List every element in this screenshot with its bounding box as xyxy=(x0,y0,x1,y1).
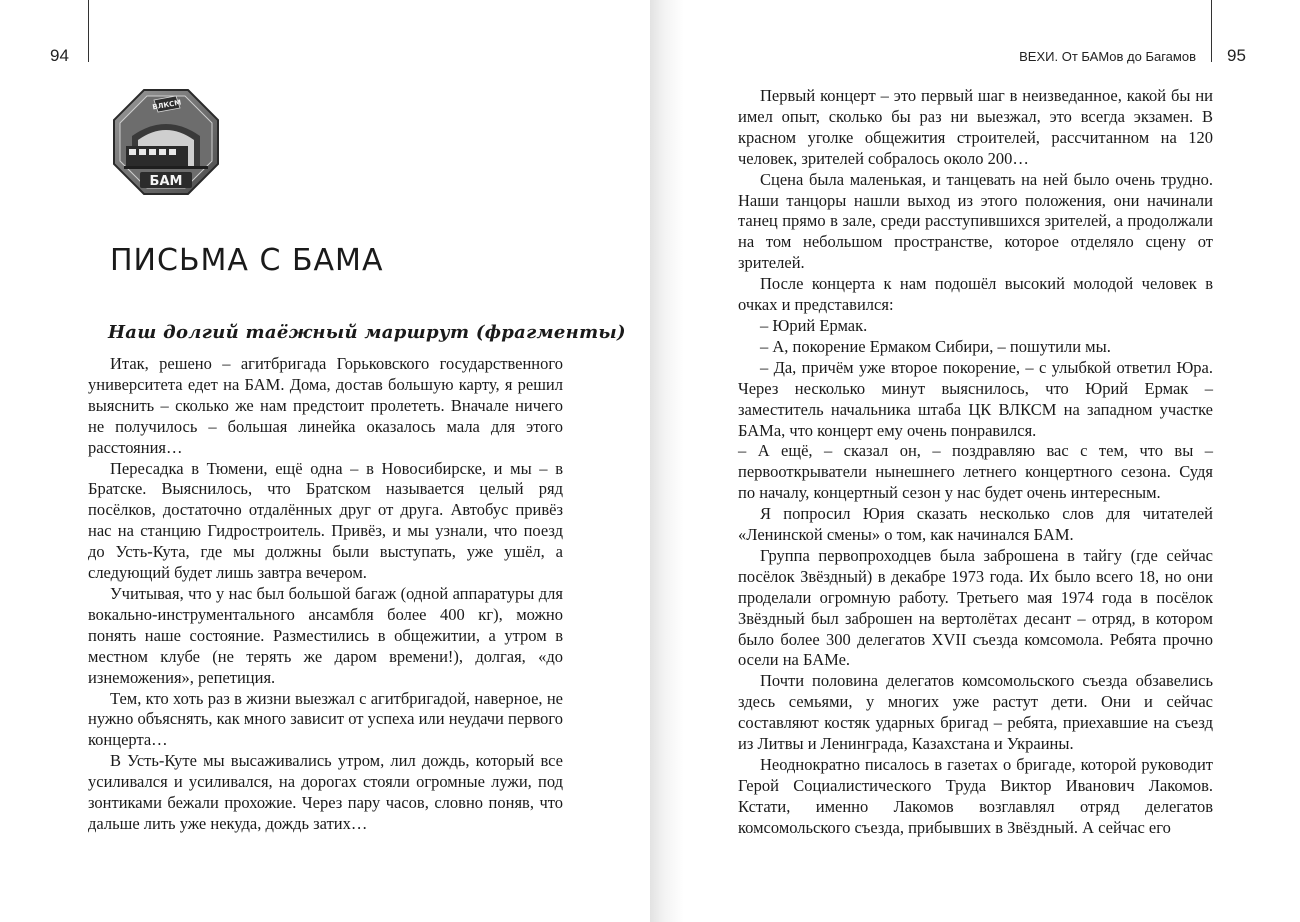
margin-rule xyxy=(88,0,89,62)
article-subtitle: Наш долгий таёжный маршрут (фрагменты) xyxy=(108,322,626,343)
right-body-text xyxy=(738,86,1213,839)
page-number: 95 xyxy=(1227,46,1246,65)
paragraph: Первый концерт – это первый шаг в неизведанное, какой бы ни имел опыт, сколько бы раз ни выезжал, это всегда экзамен. В красном уголке общежития строителей, рассчитанном на 120 человек, зрителей собралось около 200… xyxy=(738,86,1213,168)
page-number: 94 xyxy=(50,46,69,65)
bam-badge-icon xyxy=(110,86,222,198)
paragraph: Учитывая, что у нас был большой багаж (одной аппаратуры для вокально-инструментального ансамбля более 400 кг), можно понять наше состояние. Разместились в общежитии, а утром в местном клубе (не терять же даром времени!), долгая, «до изнеможения», репетиция. xyxy=(88,583,563,687)
paragraph: Почти половина делегатов комсомольского съезда обзавелись здесь семьями, у многих уже растут дети. Они и сейчас составляют костяк ударных бригад – ребята, приехавшие на съезд из Литвы и Ленинграда, Казахстана и Украины. xyxy=(738,671,1213,754)
paragraph: После концерта к нам подошёл высокий молодой человек в очках и представился: xyxy=(738,274,1213,315)
dialogue-line: – А ещё, – сказал он, – поздравляю вас с тем, что вы – первооткрыватели нынешнего летнего концертного сезона. Судя по началу, концертный сезон у нас будет очень интересным. xyxy=(738,441,1213,503)
margin-rule xyxy=(1211,0,1212,62)
paragraph: В Усть-Куте мы высаживались утром, лил дождь, который все усиливался и усиливался, на дорогах стояли огромные лужи, под зонтиками бежали прохожие. Через пару часов, словно поняв, что дальше лить уже некуда, дождь затих… xyxy=(88,751,563,833)
right-page xyxy=(650,0,1300,922)
dialogue-line: – А, покорение Ермаком Сибири, – пошутили мы. xyxy=(760,336,1111,356)
paragraph: Я попросил Юрия сказать несколько слов для читателей «Ленинской смены» о том, как начинался БАМ. xyxy=(738,504,1213,545)
chapter-title: ПИСЬМА С БАМА xyxy=(110,243,384,278)
paragraph: Сцена была маленькая, и танцевать на ней было очень трудно. Наши танцоры нашли выход из этого положения, они начинали танец прямо в зале, среди расступившихся зрителей, а продолжали на том небольшом пространстве, которое отделяло сцену от зрителей. xyxy=(738,169,1213,273)
left-body-text xyxy=(88,354,563,835)
badge-bottom-label: БАМ xyxy=(149,174,183,189)
paragraph: Группа первопроходцев была заброшена в тайгу (где сейчас посёлок Звёздный) в декабре 1973 года. Их было всего 18, но они проделали огромную работу. Третьего мая 1974 года в посёлок Звёздный был заброшен на вертолётах десант – отряд, в котором было более 300 делегатов XVII съезда комсомола. Ребята прочно осели на БАМе. xyxy=(738,545,1213,670)
running-head: ВЕХИ. От БАМов до Багамов xyxy=(1019,49,1196,64)
paragraph: Тем, кто хоть раз в жизни выезжал с агитбригадой, наверное, не нужно объяснять, как много зависит от успеха или неудачи первого концерта… xyxy=(88,688,563,750)
paragraph: Неоднократно писалось в газетах о бригаде, которой руководит Герой Социалистического Труда Виктор Иванович Лакомов. Кстати, именно Лакомов возглавлял отряд делегатов комсомольского съезда, прибывших в Звёздный. А сейчас его xyxy=(738,755,1213,837)
paragraph: Пересадка в Тюмени, ещё одна – в Новосибирске, и мы – в Братске. Выяснилось, что Братском называется целый ряд посёлков, достаточно отдалённых друг от друга. Автобус привёз нас на станцию Гидростроитель. Привёз, и мы узнали, что поезд до Усть-Кута, где мы должны были выступать, уже ушёл, а следующий будет лишь завтра вечером. xyxy=(88,458,563,583)
badge-top-label: ВЛКСМ xyxy=(151,98,182,112)
dialogue-line: – Да, причём уже второе покорение, – с улыбкой ответил Юра. Через несколько минут выяснилось, что Юрий Ермак – заместитель начальника штаба ЦК ВЛКСМ на западном участке БАМа, что концерт ему очень понравился. xyxy=(738,357,1213,440)
dialogue-line: – Юрий Ермак. xyxy=(760,315,868,335)
paragraph: Итак, решено – агитбригада Горьковского государственного университета едет на БАМ. Дома, достав большую карту, я решил выяснить – сколько же нам предстоит пролететь. Вначале ничего не получилось – большая линейка оказалось мала для этого расстояния… xyxy=(88,354,563,457)
